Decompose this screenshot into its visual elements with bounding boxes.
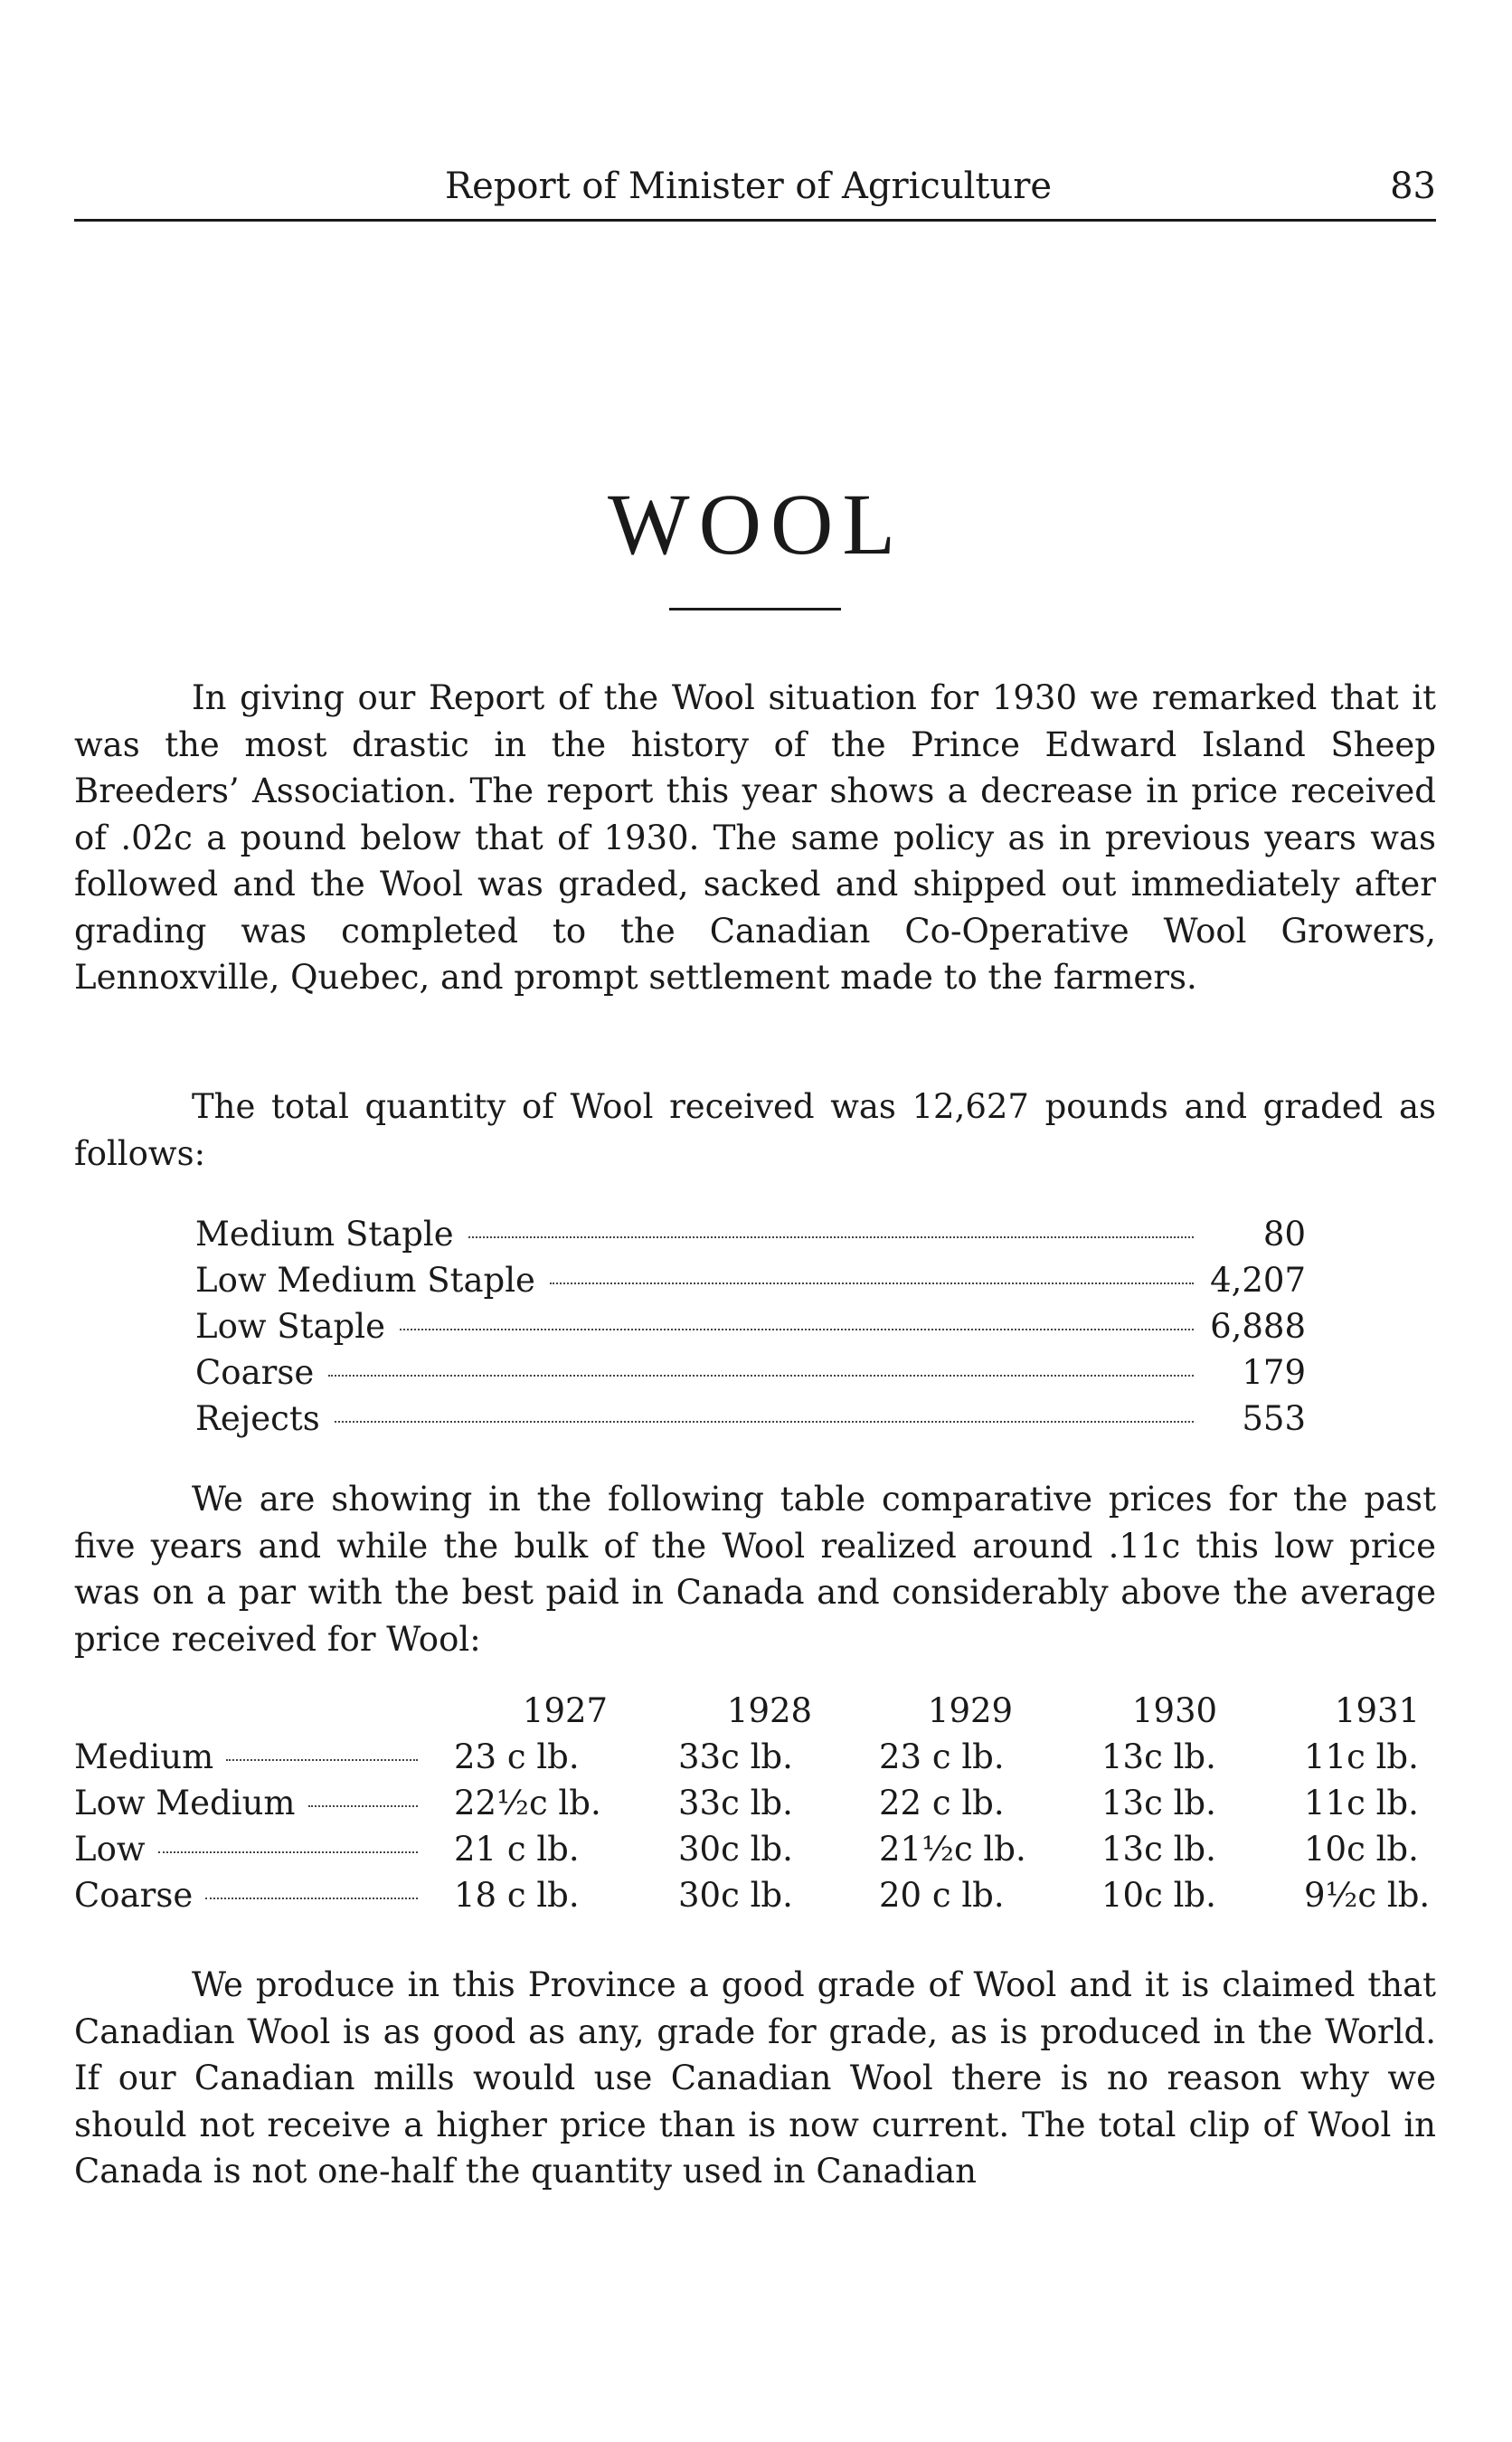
dot-leader — [158, 1851, 418, 1853]
year-header: 1931 — [1334, 1691, 1421, 1730]
grade-value: 179 — [1242, 1353, 1306, 1392]
price-cell: 30c lb. — [678, 1876, 793, 1915]
year-header: 1929 — [927, 1691, 1014, 1730]
dot-leader — [308, 1805, 419, 1807]
running-title: Report of Minister of Agriculture — [445, 166, 1052, 207]
grade-list — [195, 1211, 1306, 1442]
dot-leader — [550, 1283, 1194, 1284]
row-name: Low — [74, 1830, 146, 1869]
dot-leader — [205, 1898, 418, 1899]
paragraph-total-quantity: The total quantity of Wool received was 12,627 pounds and graded as follows: — [74, 1087, 1436, 1173]
year-header: 1927 — [522, 1691, 609, 1730]
price-cell: 21½c lb. — [879, 1830, 1026, 1869]
grade-row — [195, 1211, 1306, 1257]
price-cell: 23 c lb. — [454, 1737, 580, 1776]
row-name: Low Medium — [74, 1784, 296, 1822]
price-cell: 11c lb. — [1304, 1784, 1419, 1822]
price-cell: 18 c lb. — [454, 1876, 580, 1915]
header-rule — [74, 219, 1436, 222]
price-cell: 22½c lb. — [454, 1784, 601, 1822]
table-row — [74, 1872, 1436, 1918]
row-name-cell — [74, 1734, 427, 1780]
dot-leader — [400, 1329, 1194, 1330]
dot-leader — [226, 1759, 418, 1761]
price-cell: 21 c lb. — [454, 1830, 580, 1869]
year-header: 1928 — [726, 1691, 813, 1730]
dot-leader — [468, 1236, 1194, 1238]
grade-row — [195, 1396, 1306, 1442]
price-cell: 9½c lb. — [1304, 1876, 1431, 1915]
section-title: WOOL — [608, 476, 904, 573]
row-name-cell — [74, 1780, 427, 1826]
price-cell: 11c lb. — [1304, 1737, 1419, 1776]
paragraph-canadian-wool: We produce in this Province a good grade of Wool and it is claimed that Canadian Wool is as good as any, grade for grade, as is produced in the World. If our Canadian mills would use Canadian Wool there is no reason why we should not receive a higher price than is now current. The total clip of Wool in Canada is not one-half the quantity used in Canadian — [74, 1965, 1436, 2191]
price-cell: 10c lb. — [1304, 1830, 1419, 1869]
table-row — [74, 1780, 1436, 1826]
year-header: 1930 — [1131, 1691, 1218, 1730]
table-row — [74, 1734, 1436, 1780]
grade-value: 6,888 — [1210, 1307, 1306, 1346]
price-cell: 13c lb. — [1101, 1737, 1216, 1776]
price-cell: 13c lb. — [1101, 1784, 1216, 1822]
price-cell: 30c lb. — [678, 1830, 793, 1869]
title-rule — [669, 608, 841, 610]
row-name-cell — [74, 1826, 427, 1872]
grade-value: 80 — [1262, 1215, 1306, 1254]
grade-row — [195, 1349, 1306, 1396]
table-header-row — [74, 1688, 1436, 1734]
grade-value: 4,207 — [1210, 1261, 1306, 1300]
grade-label: Coarse — [195, 1353, 315, 1392]
grade-label: Rejects — [195, 1399, 320, 1438]
price-cell: 13c lb. — [1101, 1830, 1216, 1869]
price-cell: 20 c lb. — [879, 1876, 1005, 1915]
paragraph-comparative-prices: We are showing in the following table comparative prices for the past five years and while the bulk of the Wool realized around .11c this low price was on a par with the best paid in Canada and considerably above the average price received for Wool: — [74, 1480, 1436, 1659]
price-table — [74, 1688, 1436, 1918]
paragraph-wool-situation: In giving our Report of the Wool situation for 1930 we remarked that it was the most drastic in the history of the Prince Edward Island Sheep Breeders’ Association. The report this year shows a decrease in price received of .02c a pound below that of 1930. The same policy as in previous years was followed and the Wool was graded, sacked and shipped out immediately after grading was completed to the Canadian Co-Operative Wool Growers, Lennoxville, Quebec, and prompt settlement made to the farmers. — [74, 678, 1436, 997]
grade-row — [195, 1257, 1306, 1303]
price-cell: 10c lb. — [1101, 1876, 1216, 1915]
row-name-cell — [74, 1872, 427, 1918]
dot-leader — [328, 1375, 1194, 1377]
price-cell: 33c lb. — [678, 1784, 793, 1822]
grade-label: Low Staple — [195, 1307, 385, 1346]
row-name: Medium — [74, 1737, 214, 1776]
row-name: Coarse — [74, 1876, 194, 1915]
price-cell: 23 c lb. — [879, 1737, 1005, 1776]
dot-leader — [335, 1421, 1194, 1423]
table-row — [74, 1826, 1436, 1872]
grade-value: 553 — [1242, 1399, 1306, 1438]
grade-row — [195, 1303, 1306, 1349]
grade-label: Low Medium Staple — [195, 1261, 535, 1300]
grade-label: Medium Staple — [195, 1215, 454, 1254]
price-cell: 22 c lb. — [879, 1784, 1005, 1822]
page-number: 83 — [1390, 166, 1436, 207]
price-cell: 33c lb. — [678, 1737, 793, 1776]
